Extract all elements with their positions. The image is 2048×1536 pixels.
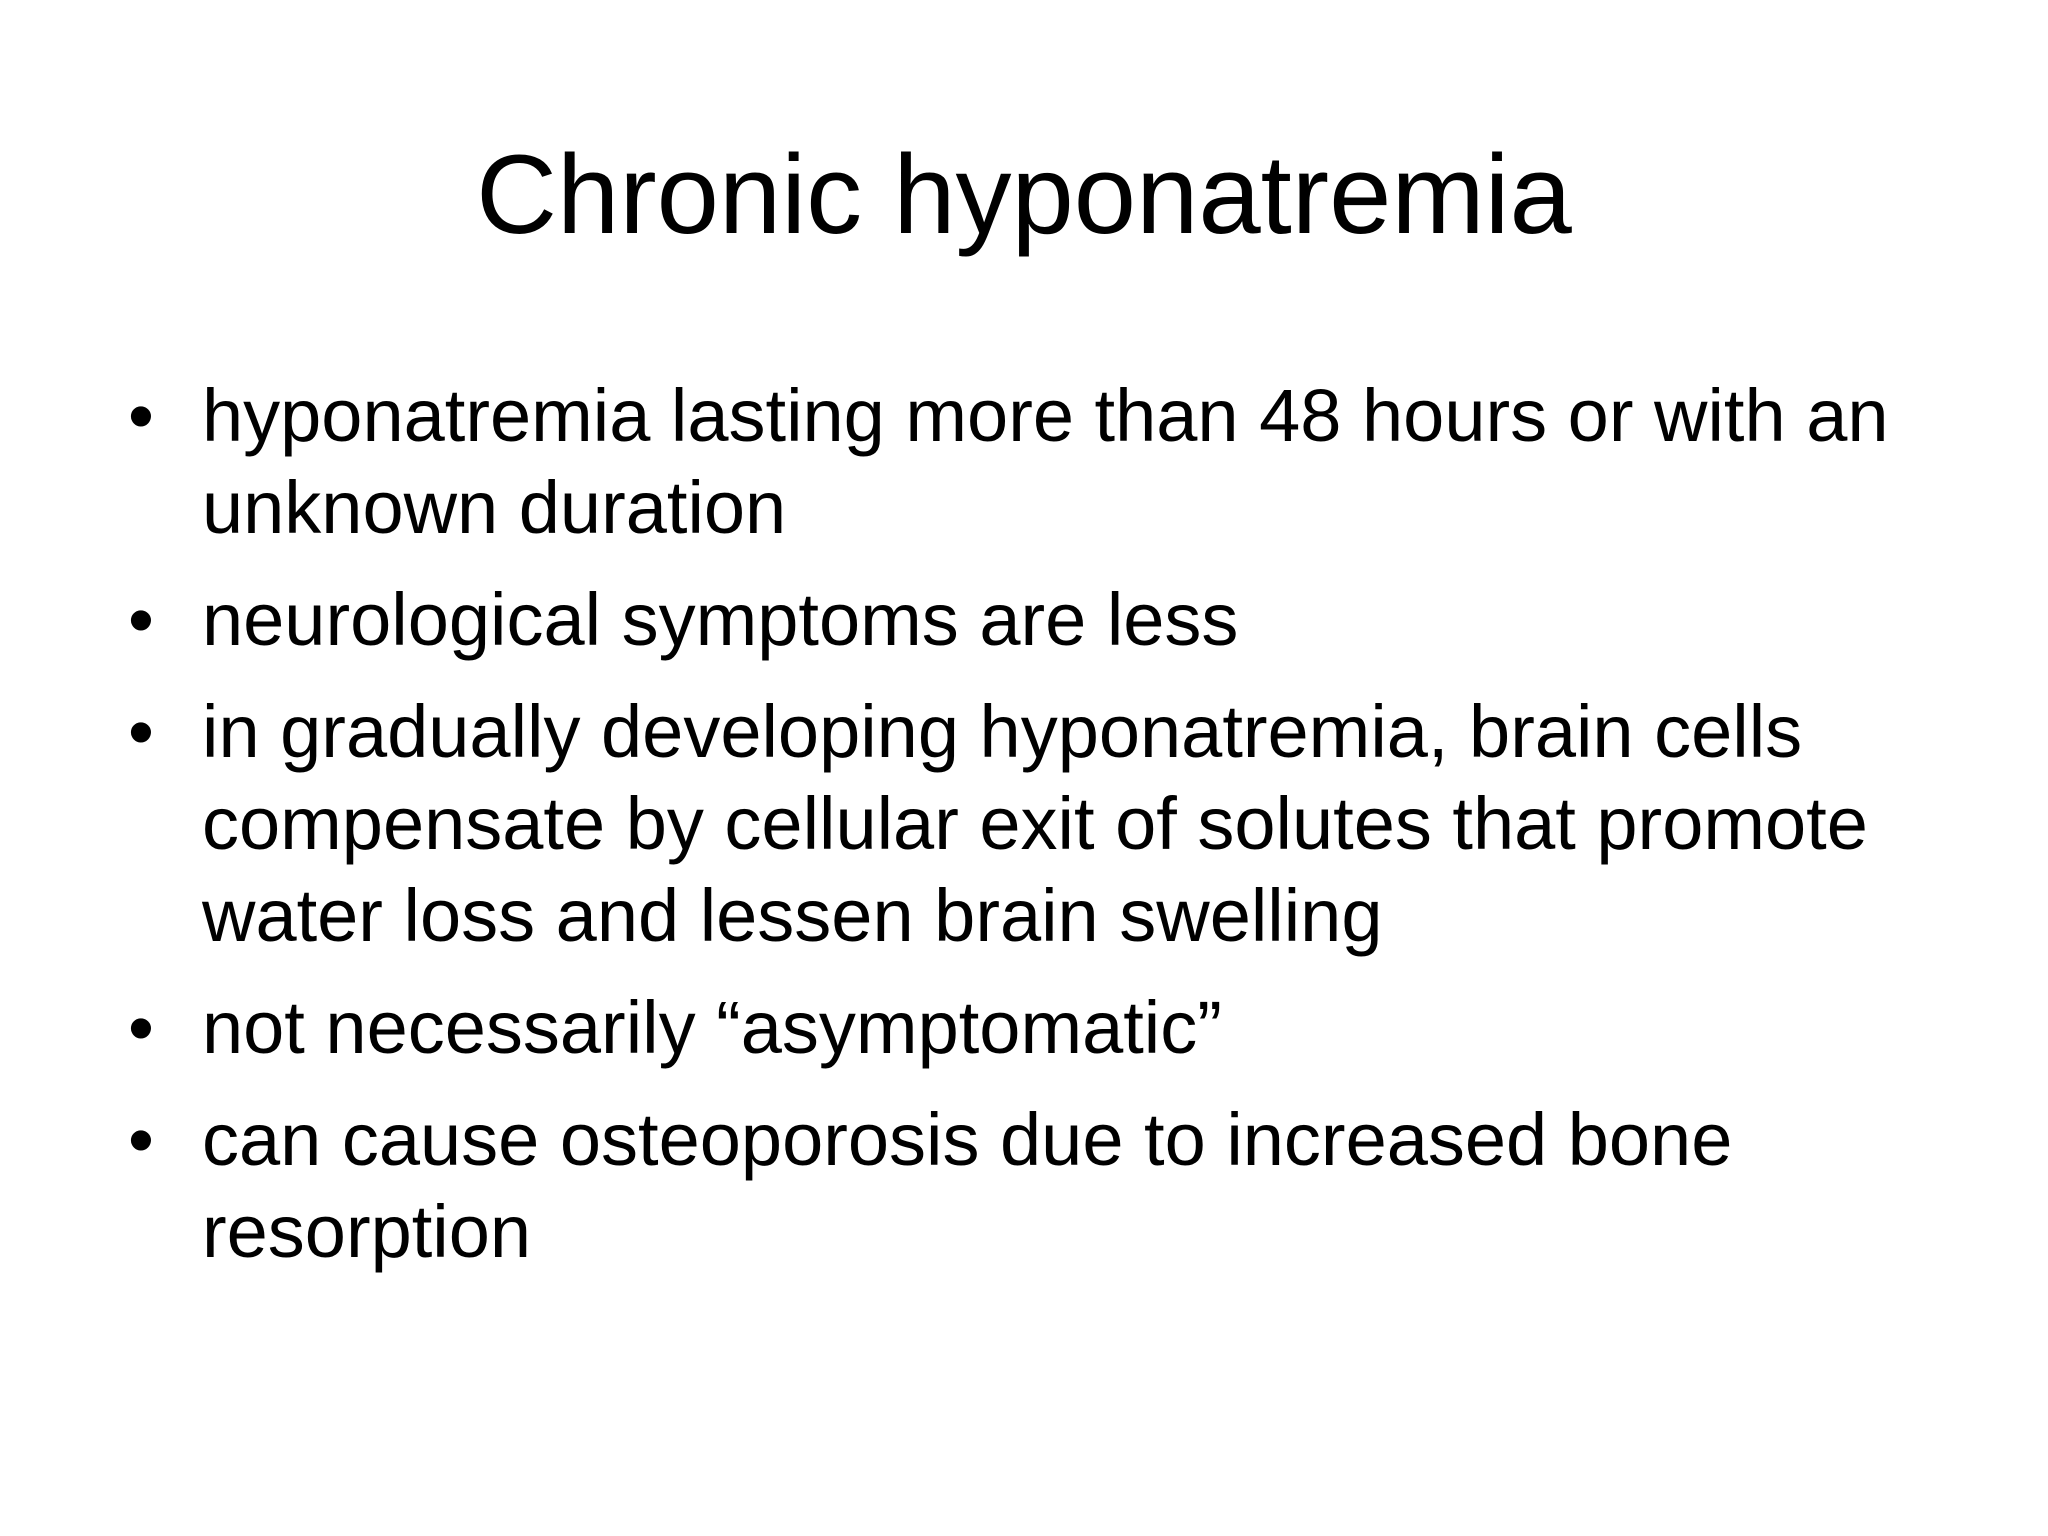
bullet-item <box>120 686 1950 962</box>
bullet-icon: • <box>128 374 154 457</box>
bullet-icon: • <box>128 690 154 773</box>
bullet-item <box>120 982 1950 1074</box>
bullet-text: in gradually developing hyponatremia, brain cells compensate by cellular exit of solutes that promote water loss and lessen brain swelling <box>202 690 1868 957</box>
bullet-list <box>120 370 1950 1298</box>
bullet-icon: • <box>128 986 154 1069</box>
bullet-icon: • <box>128 578 154 661</box>
bullet-item <box>120 1094 1950 1278</box>
bullet-icon: • <box>128 1098 154 1181</box>
bullet-text: neurological symptoms are less <box>202 578 1239 661</box>
bullet-item <box>120 370 1950 554</box>
bullet-text: not necessarily “asymptomatic” <box>202 986 1222 1069</box>
slide-title: Chronic hyponatremia <box>476 132 1572 257</box>
bullet-text: can cause osteoporosis due to increased bone resorption <box>202 1098 1733 1273</box>
bullet-item <box>120 574 1950 666</box>
bullet-text: hyponatremia lasting more than 48 hours or with an unknown duration <box>202 374 1889 549</box>
